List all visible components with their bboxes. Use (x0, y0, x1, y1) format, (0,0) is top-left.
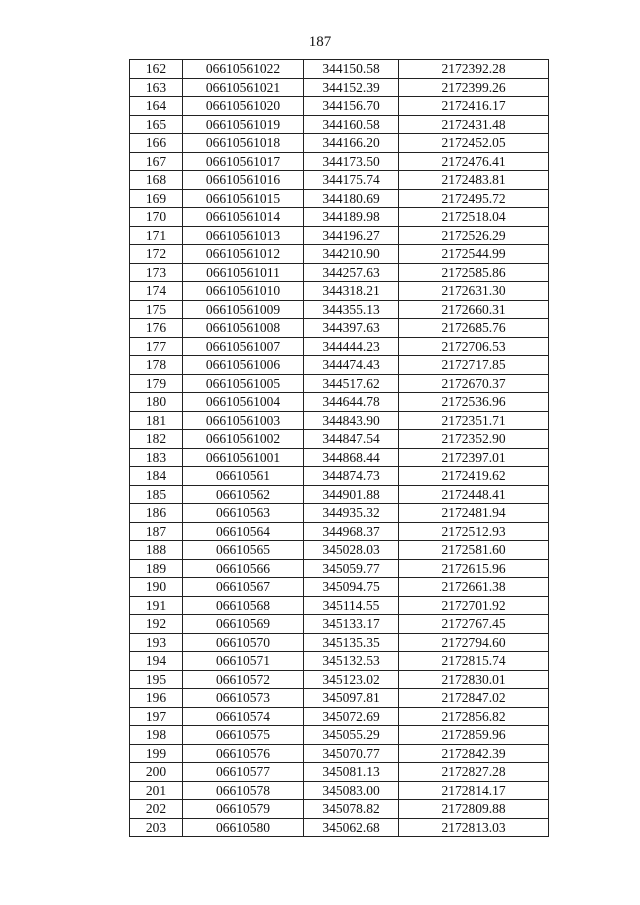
point-number-cell: 182 (130, 430, 183, 449)
point-code-cell: 06610561021 (183, 78, 304, 97)
x-coordinate-cell: 344156.70 (304, 97, 399, 116)
y-coordinate-cell: 2172416.17 (399, 97, 549, 116)
y-coordinate-cell: 2172476.41 (399, 152, 549, 171)
y-coordinate-cell: 2172615.96 (399, 559, 549, 578)
point-code-cell: 06610561015 (183, 189, 304, 208)
x-coordinate-cell: 345123.02 (304, 670, 399, 689)
y-coordinate-cell: 2172859.96 (399, 726, 549, 745)
point-number-cell: 162 (130, 60, 183, 79)
point-number-cell: 177 (130, 337, 183, 356)
point-code-cell: 06610574 (183, 707, 304, 726)
table-row (130, 818, 549, 837)
point-code-cell: 06610561011 (183, 263, 304, 282)
point-code-cell: 06610561010 (183, 282, 304, 301)
x-coordinate-cell: 344166.20 (304, 134, 399, 153)
point-code-cell: 06610561012 (183, 245, 304, 264)
y-coordinate-cell: 2172815.74 (399, 652, 549, 671)
point-code-cell: 06610580 (183, 818, 304, 837)
table-row (130, 115, 549, 134)
point-number-cell: 179 (130, 374, 183, 393)
table-row (130, 337, 549, 356)
y-coordinate-cell: 2172794.60 (399, 633, 549, 652)
x-coordinate-cell: 344196.27 (304, 226, 399, 245)
point-code-cell: 06610561018 (183, 134, 304, 153)
x-coordinate-cell: 345072.69 (304, 707, 399, 726)
x-coordinate-cell: 344901.88 (304, 485, 399, 504)
table-row (130, 152, 549, 171)
point-number-cell: 191 (130, 596, 183, 615)
table-row (130, 226, 549, 245)
y-coordinate-cell: 2172660.31 (399, 300, 549, 319)
table-row (130, 633, 549, 652)
point-number-cell: 180 (130, 393, 183, 412)
y-coordinate-cell: 2172670.37 (399, 374, 549, 393)
point-code-cell: 06610577 (183, 763, 304, 782)
y-coordinate-cell: 2172856.82 (399, 707, 549, 726)
y-coordinate-cell: 2172483.81 (399, 171, 549, 190)
table-row (130, 541, 549, 560)
point-number-cell: 189 (130, 559, 183, 578)
point-code-cell: 06610561007 (183, 337, 304, 356)
point-code-cell: 06610576 (183, 744, 304, 763)
point-number-cell: 187 (130, 522, 183, 541)
y-coordinate-cell: 2172495.72 (399, 189, 549, 208)
point-code-cell: 06610578 (183, 781, 304, 800)
x-coordinate-cell: 345070.77 (304, 744, 399, 763)
x-coordinate-cell: 344935.32 (304, 504, 399, 523)
point-code-cell: 06610561019 (183, 115, 304, 134)
coordinates-table-body (130, 60, 549, 837)
point-code-cell: 06610568 (183, 596, 304, 615)
x-coordinate-cell: 344257.63 (304, 263, 399, 282)
point-number-cell: 163 (130, 78, 183, 97)
y-coordinate-cell: 2172585.86 (399, 263, 549, 282)
y-coordinate-cell: 2172351.71 (399, 411, 549, 430)
y-coordinate-cell: 2172813.03 (399, 818, 549, 837)
x-coordinate-cell: 344318.21 (304, 282, 399, 301)
y-coordinate-cell: 2172512.93 (399, 522, 549, 541)
x-coordinate-cell: 344173.50 (304, 152, 399, 171)
point-number-cell: 183 (130, 448, 183, 467)
x-coordinate-cell: 344444.23 (304, 337, 399, 356)
point-code-cell: 06610561001 (183, 448, 304, 467)
table-row (130, 467, 549, 486)
table-row (130, 485, 549, 504)
x-coordinate-cell: 344868.44 (304, 448, 399, 467)
table-row (130, 504, 549, 523)
table-row (130, 689, 549, 708)
point-code-cell: 06610561009 (183, 300, 304, 319)
point-code-cell: 06610561020 (183, 97, 304, 116)
point-code-cell: 06610566 (183, 559, 304, 578)
point-number-cell: 181 (130, 411, 183, 430)
table-row (130, 78, 549, 97)
table-row (130, 411, 549, 430)
point-code-cell: 06610561008 (183, 319, 304, 338)
y-coordinate-cell: 2172717.85 (399, 356, 549, 375)
table-row (130, 171, 549, 190)
y-coordinate-cell: 2172544.99 (399, 245, 549, 264)
x-coordinate-cell: 345083.00 (304, 781, 399, 800)
table-row (130, 448, 549, 467)
y-coordinate-cell: 2172419.62 (399, 467, 549, 486)
coordinates-table (129, 59, 549, 837)
table-row (130, 300, 549, 319)
x-coordinate-cell: 344644.78 (304, 393, 399, 412)
x-coordinate-cell: 345132.53 (304, 652, 399, 671)
point-code-cell: 06610563 (183, 504, 304, 523)
y-coordinate-cell: 2172526.29 (399, 226, 549, 245)
point-code-cell: 06610570 (183, 633, 304, 652)
x-coordinate-cell: 344847.54 (304, 430, 399, 449)
x-coordinate-cell: 345133.17 (304, 615, 399, 634)
x-coordinate-cell: 344968.37 (304, 522, 399, 541)
y-coordinate-cell: 2172536.96 (399, 393, 549, 412)
point-code-cell: 06610561013 (183, 226, 304, 245)
point-number-cell: 196 (130, 689, 183, 708)
point-code-cell: 06610575 (183, 726, 304, 745)
table-row (130, 800, 549, 819)
y-coordinate-cell: 2172581.60 (399, 541, 549, 560)
point-code-cell: 06610561022 (183, 60, 304, 79)
point-number-cell: 190 (130, 578, 183, 597)
x-coordinate-cell: 345135.35 (304, 633, 399, 652)
y-coordinate-cell: 2172452.05 (399, 134, 549, 153)
point-number-cell: 168 (130, 171, 183, 190)
y-coordinate-cell: 2172631.30 (399, 282, 549, 301)
point-code-cell: 06610573 (183, 689, 304, 708)
table-row (130, 263, 549, 282)
point-number-cell: 203 (130, 818, 183, 837)
point-code-cell: 06610561004 (183, 393, 304, 412)
x-coordinate-cell: 345078.82 (304, 800, 399, 819)
point-number-cell: 193 (130, 633, 183, 652)
table-row (130, 652, 549, 671)
point-code-cell: 06610561017 (183, 152, 304, 171)
table-row (130, 726, 549, 745)
point-number-cell: 184 (130, 467, 183, 486)
point-number-cell: 167 (130, 152, 183, 171)
point-number-cell: 185 (130, 485, 183, 504)
point-code-cell: 06610561003 (183, 411, 304, 430)
point-number-cell: 172 (130, 245, 183, 264)
point-number-cell: 197 (130, 707, 183, 726)
y-coordinate-cell: 2172397.01 (399, 448, 549, 467)
x-coordinate-cell: 345055.29 (304, 726, 399, 745)
table-row (130, 430, 549, 449)
table-row (130, 763, 549, 782)
point-number-cell: 188 (130, 541, 183, 560)
point-code-cell: 06610564 (183, 522, 304, 541)
point-number-cell: 192 (130, 615, 183, 634)
point-number-cell: 174 (130, 282, 183, 301)
x-coordinate-cell: 345059.77 (304, 559, 399, 578)
point-number-cell: 166 (130, 134, 183, 153)
point-number-cell: 186 (130, 504, 183, 523)
table-row (130, 707, 549, 726)
x-coordinate-cell: 344843.90 (304, 411, 399, 430)
x-coordinate-cell: 345094.75 (304, 578, 399, 597)
y-coordinate-cell: 2172685.76 (399, 319, 549, 338)
table-row (130, 374, 549, 393)
table-row (130, 319, 549, 338)
table-row (130, 393, 549, 412)
x-coordinate-cell: 344180.69 (304, 189, 399, 208)
point-number-cell: 171 (130, 226, 183, 245)
y-coordinate-cell: 2172661.38 (399, 578, 549, 597)
table-row (130, 134, 549, 153)
point-number-cell: 169 (130, 189, 183, 208)
y-coordinate-cell: 2172481.94 (399, 504, 549, 523)
y-coordinate-cell: 2172431.48 (399, 115, 549, 134)
point-code-cell: 06610561 (183, 467, 304, 486)
x-coordinate-cell: 344397.63 (304, 319, 399, 338)
x-coordinate-cell: 344474.43 (304, 356, 399, 375)
point-number-cell: 170 (130, 208, 183, 227)
point-number-cell: 201 (130, 781, 183, 800)
y-coordinate-cell: 2172392.28 (399, 60, 549, 79)
y-coordinate-cell: 2172809.88 (399, 800, 549, 819)
table-row (130, 744, 549, 763)
point-number-cell: 165 (130, 115, 183, 134)
point-code-cell: 06610561006 (183, 356, 304, 375)
point-number-cell: 164 (130, 97, 183, 116)
table-row (130, 578, 549, 597)
x-coordinate-cell: 344150.58 (304, 60, 399, 79)
x-coordinate-cell: 344175.74 (304, 171, 399, 190)
y-coordinate-cell: 2172706.53 (399, 337, 549, 356)
y-coordinate-cell: 2172814.17 (399, 781, 549, 800)
point-code-cell: 06610571 (183, 652, 304, 671)
y-coordinate-cell: 2172767.45 (399, 615, 549, 634)
point-number-cell: 202 (130, 800, 183, 819)
x-coordinate-cell: 345114.55 (304, 596, 399, 615)
point-code-cell: 06610565 (183, 541, 304, 560)
table-row (130, 559, 549, 578)
y-coordinate-cell: 2172827.28 (399, 763, 549, 782)
x-coordinate-cell: 344210.90 (304, 245, 399, 264)
x-coordinate-cell: 344874.73 (304, 467, 399, 486)
point-number-cell: 178 (130, 356, 183, 375)
table-row (130, 596, 549, 615)
point-code-cell: 06610561002 (183, 430, 304, 449)
y-coordinate-cell: 2172830.01 (399, 670, 549, 689)
table-row (130, 189, 549, 208)
point-number-cell: 199 (130, 744, 183, 763)
table-row (130, 670, 549, 689)
y-coordinate-cell: 2172448.41 (399, 485, 549, 504)
point-code-cell: 06610567 (183, 578, 304, 597)
y-coordinate-cell: 2172842.39 (399, 744, 549, 763)
x-coordinate-cell: 344160.58 (304, 115, 399, 134)
x-coordinate-cell: 344355.13 (304, 300, 399, 319)
x-coordinate-cell: 344517.62 (304, 374, 399, 393)
table-row (130, 97, 549, 116)
point-number-cell: 195 (130, 670, 183, 689)
y-coordinate-cell: 2172399.26 (399, 78, 549, 97)
table-row (130, 60, 549, 79)
point-code-cell: 06610561005 (183, 374, 304, 393)
point-number-cell: 175 (130, 300, 183, 319)
x-coordinate-cell: 345028.03 (304, 541, 399, 560)
point-code-cell: 06610562 (183, 485, 304, 504)
x-coordinate-cell: 344189.98 (304, 208, 399, 227)
point-code-cell: 06610579 (183, 800, 304, 819)
table-row (130, 356, 549, 375)
x-coordinate-cell: 345062.68 (304, 818, 399, 837)
table-row (130, 615, 549, 634)
table-row (130, 245, 549, 264)
x-coordinate-cell: 345097.81 (304, 689, 399, 708)
point-number-cell: 198 (130, 726, 183, 745)
y-coordinate-cell: 2172847.02 (399, 689, 549, 708)
x-coordinate-cell: 344152.39 (304, 78, 399, 97)
point-code-cell: 06610569 (183, 615, 304, 634)
table-row (130, 522, 549, 541)
table-row (130, 282, 549, 301)
point-code-cell: 06610572 (183, 670, 304, 689)
table-row (130, 781, 549, 800)
point-number-cell: 200 (130, 763, 183, 782)
point-number-cell: 194 (130, 652, 183, 671)
point-number-cell: 173 (130, 263, 183, 282)
y-coordinate-cell: 2172701.92 (399, 596, 549, 615)
y-coordinate-cell: 2172518.04 (399, 208, 549, 227)
y-coordinate-cell: 2172352.90 (399, 430, 549, 449)
point-code-cell: 06610561014 (183, 208, 304, 227)
table-row (130, 208, 549, 227)
point-number-cell: 176 (130, 319, 183, 338)
point-code-cell: 06610561016 (183, 171, 304, 190)
x-coordinate-cell: 345081.13 (304, 763, 399, 782)
page-number: 187 (308, 34, 332, 50)
